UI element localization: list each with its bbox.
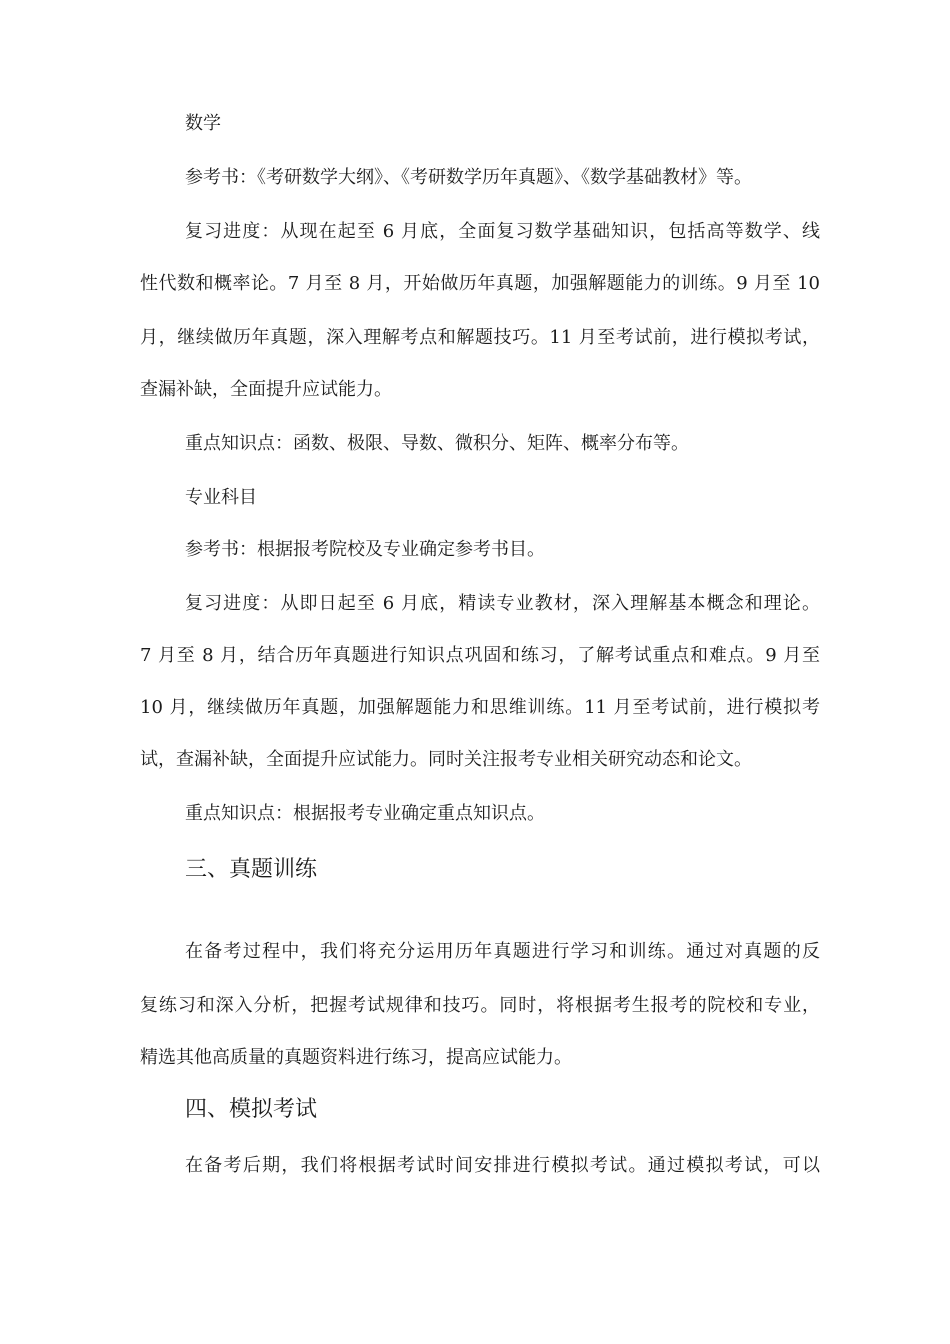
math-schedule-line-4: 查漏补缺，全面提升应试能力。 <box>140 379 392 400</box>
math-schedule-line-1: 复习进度：从现在起至 6 月底，全面复习数学基础知识，包括高等数学、线 <box>185 221 820 242</box>
math-key-points: 重点知识点：函数、极限、导数、微积分、矩阵、概率分布等。 <box>185 433 689 454</box>
major-schedule-line-4: 试，查漏补缺，全面提升应试能力。同时关注报考专业相关研究动态和论文。 <box>140 749 752 770</box>
major-schedule-line-1: 复习进度：从即日起至 6 月底，精读专业教材，深入理解基本概念和理论。 <box>185 593 820 614</box>
major-schedule-line-3: 10 月，继续做历年真题，加强解题能力和思维训练。11 月至考试前，进行模拟考 <box>140 697 820 718</box>
math-schedule-line-3: 月，继续做历年真题，深入理解考点和解题技巧。11 月至考试前，进行模拟考试， <box>140 327 820 348</box>
subject-heading-math: 数学 <box>185 113 221 134</box>
math-reference-books: 参考书：《考研数学大纲》、《考研数学历年真题》、《数学基础教材》等。 <box>185 167 752 188</box>
subject-heading-major: 专业科目 <box>185 487 257 508</box>
mock-exam-paragraph-line-1: 在备考后期，我们将根据考试时间安排进行模拟考试。通过模拟考试，可以 <box>185 1155 820 1176</box>
math-schedule-line-2: 性代数和概率论。7 月至 8 月，开始做历年真题，加强解题能力的训练。9 月至 10 <box>140 273 820 294</box>
major-reference-books: 参考书：根据报考院校及专业确定参考书目。 <box>185 539 545 560</box>
training-paragraph-line-1: 在备考过程中，我们将充分运用历年真题进行学习和训练。通过对真题的反 <box>185 941 820 962</box>
section-heading-real-exam-training: 三、真题训练 <box>185 857 318 882</box>
training-paragraph-line-3: 精选其他高质量的真题资料进行练习，提高应试能力。 <box>140 1047 572 1068</box>
section-heading-mock-exam: 四、模拟考试 <box>185 1097 318 1122</box>
major-key-points: 重点知识点：根据报考专业确定重点知识点。 <box>185 803 545 824</box>
training-paragraph-line-2: 复练习和深入分析，把握考试规律和技巧。同时，将根据考生报考的院校和专业， <box>140 995 820 1016</box>
major-schedule-line-2: 7 月至 8 月，结合历年真题进行知识点巩固和练习，了解考试重点和难点。9 月至 <box>140 645 820 666</box>
